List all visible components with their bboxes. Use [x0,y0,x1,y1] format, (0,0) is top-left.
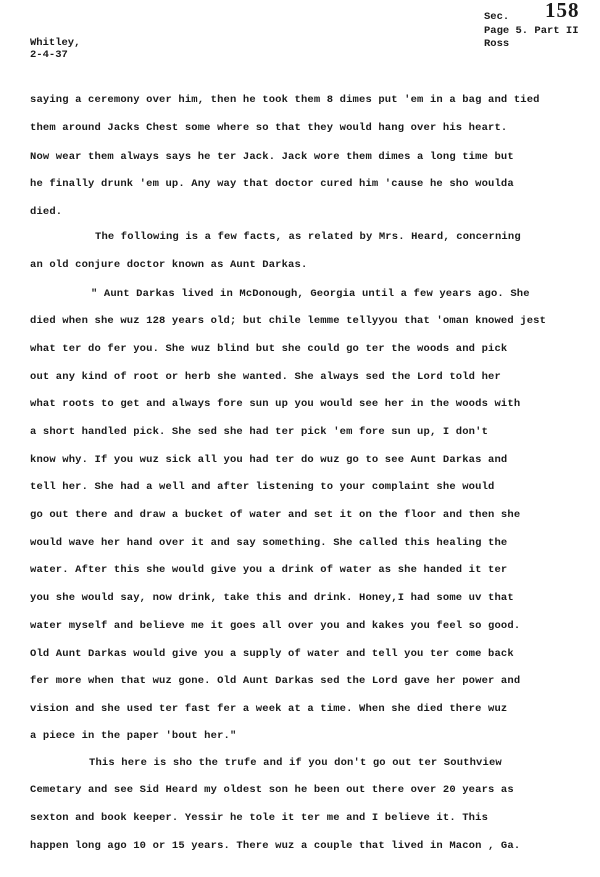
text-line: vision and she used ter fast fer a week at a time. When she died there wuz [30,703,508,715]
text-line: happen long ago 10 or 15 years. There wuz a couple that lived in Macon , Ga. [30,840,521,852]
page-part-label: Page 5. Part II [484,25,579,37]
text-line: what ter do fer you. She wuz blind but she could go ter the woods and pick [30,343,508,355]
text-line: saying a ceremony over him, then he took them 8 dimes put 'em in a bag and tied [30,94,540,106]
text-line: died. [30,206,63,218]
text-line: out any kind of root or herb she wanted. She always sed the Lord told her [30,371,501,383]
text-line: fer more when that wuz gone. Old Aunt Darkas sed the Lord gave her power and [30,675,521,687]
subject-name: Ross [484,38,510,50]
text-line: water. After this she would give you a drink of water as she handed it ter [30,564,508,576]
text-line: This here is sho the trufe and if you don't go out ter Southview [89,757,502,769]
text-line: a piece in the paper 'bout her." [30,730,237,742]
text-line: them around Jacks Chest some where so that they would hang over his heart. [30,122,508,134]
document-date: 2-4-37 [30,49,68,61]
text-line: tell her. She had a well and after listening to your complaint she would [30,481,495,493]
text-line: you she would say, now drink, take this and drink. Honey,I had some uv that [30,592,514,604]
section-label: Sec. [484,11,510,23]
text-line: died when she wuz 128 years old; but chile lemme tellyyou that 'oman knowed jest [30,315,547,327]
author-name: Whitley, [30,37,81,49]
text-line: would wave her hand over it and say something. She called this healing the [30,537,508,549]
text-line: know why. If you wuz sick all you had ter do wuz go to see Aunt Darkas and [30,454,508,466]
text-line: water myself and believe me it goes all over you and kakes you feel so good. [30,620,521,632]
text-line: go out there and draw a bucket of water and set it on the floor and then she [30,509,521,521]
text-line: Now wear them always says he ter Jack. Jack wore them dimes a long time but [30,151,514,163]
text-line: sexton and book keeper. Yessir he tole it ter me and I believe it. This [30,812,489,824]
page-number: 158 [545,0,580,22]
text-line: an old conjure doctor known as Aunt Darkas. [30,259,308,271]
text-line: a short handled pick. She sed she had ter pick 'em fore sun up, I don't [30,426,489,438]
text-line: The following is a few facts, as related by Mrs. Heard, concerning [95,231,521,243]
text-line: Old Aunt Darkas would give you a supply of water and tell you ter come back [30,648,514,660]
text-line: what roots to get and always fore sun up you would see her in the woods with [30,398,521,410]
text-line: he finally drunk 'em up. Any way that doctor cured him 'cause he sho woulda [30,178,514,190]
text-line: Cemetary and see Sid Heard my oldest son he been out there over 20 years as [30,784,514,796]
text-line: " Aunt Darkas lived in McDonough, Georgia until a few years ago. She [91,288,530,300]
